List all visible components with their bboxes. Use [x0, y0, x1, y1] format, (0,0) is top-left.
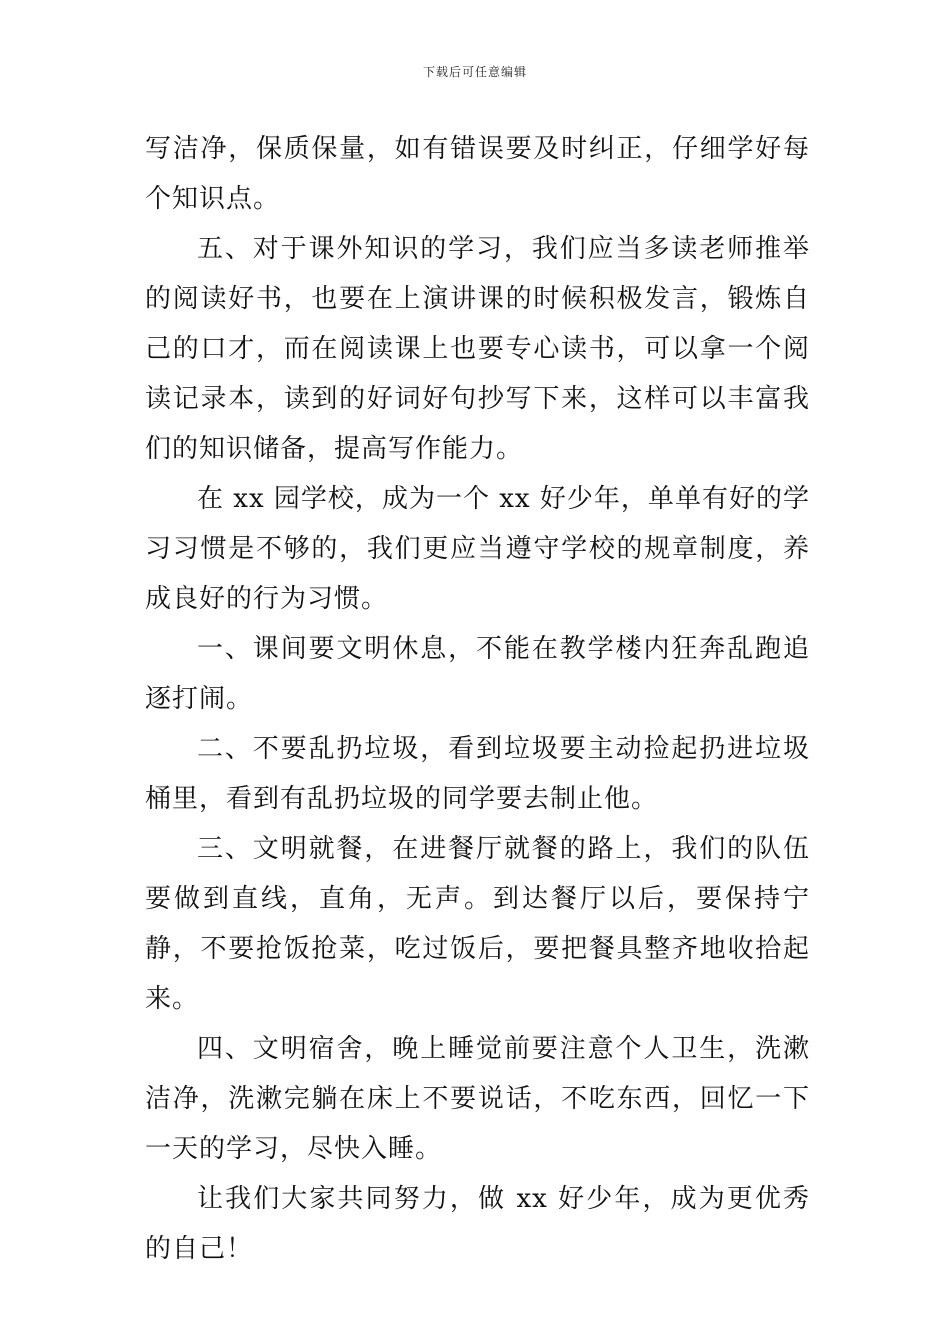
paragraph: 二、不要乱扔垃圾，看到垃圾要主动捡起扔进垃圾桶里，看到有乱扔垃圾的同学要去制止他。: [145, 734, 810, 814]
paragraph: 四、文明宿舍，晚上睡觉前要注意个人卫生，洗漱洁净，洗漱完躺在床上不要说话，不吃东西，回忆一下一天的学习，尽快入睡。: [145, 1034, 810, 1164]
paragraph: 让我们大家共同努力，做 xx 好少年，成为更优秀的自己！: [145, 1184, 810, 1264]
paragraph: 在 xx 园学校，成为一个 xx 好少年，单单有好的学习习惯是不够的，我们更应当遵守学校的规章制度，养成良好的行为习惯。: [145, 484, 810, 614]
paragraph: 写洁净，保质保量，如有错误要及时纠正，仔细学好每个知识点。: [145, 134, 810, 214]
paragraph: 一、课间要文明休息，不能在教学楼内狂奔乱跑追逐打闹。: [145, 634, 810, 714]
document-body: [145, 124, 810, 1274]
paragraph: 三、文明就餐，在进餐厅就餐的路上，我们的队伍要做到直线，直角，无声。到达餐厅以后，要保持宁静，不要抢饭抢菜，吃过饭后，要把餐具整齐地收拾起来。: [145, 834, 810, 1014]
page-header: 下载后可任意编辑: [422, 65, 527, 79]
paragraph: 五、对于课外知识的学习，我们应当多读老师推举的阅读好书，也要在上演讲课的时候积极发言，锻炼自己的口才，而在阅读课上也要专心读书，可以拿一个阅读记录本，读到的好词好句抄写下来，这样可以丰富我们的知识储备，提高写作能力。: [145, 234, 810, 464]
